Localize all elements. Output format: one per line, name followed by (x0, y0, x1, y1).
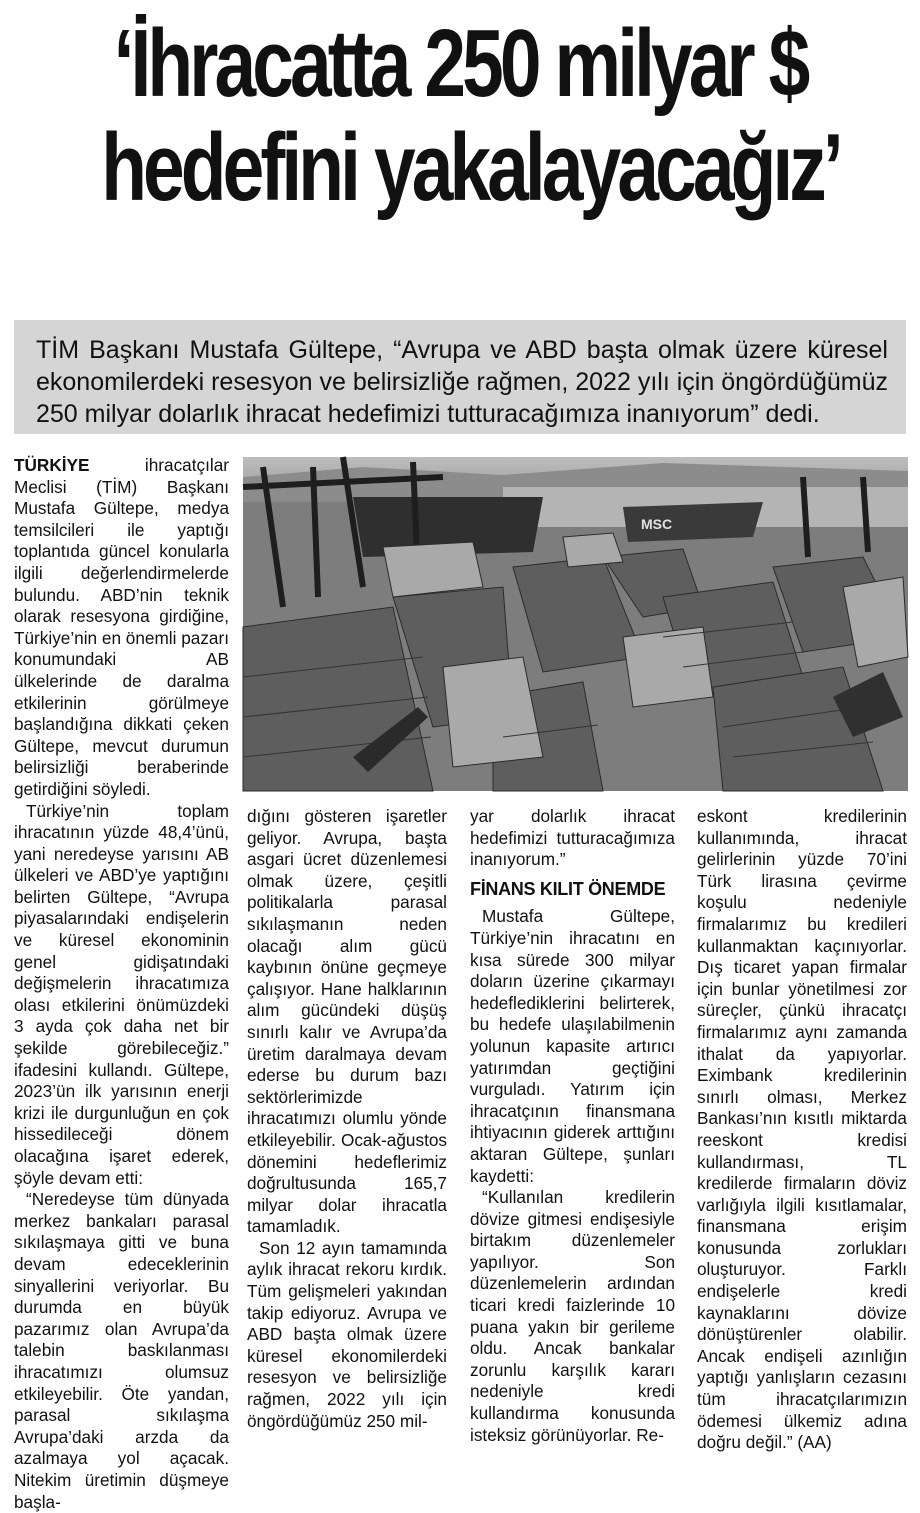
paragraph: eskont kredilerinin kullanımında, ihracat gelirlerinin yüzde 70’ini Türk lirasına çevirme koşulu nedeniyle firmalarımız bu kredileri kullanmaktan kaçınıyorlar. Dış ticaret yapan firmalar için bunlar yönetilmesi zor süreçler, çünkü ihracatçı firmalarımız aynı zamanda ithalat da yapıyorlar. Eximbank kredilerinin sınırlı olması, Merkez Bankası’nın kısıtlı miktarda reeskont kredisi kullandırması, TL kredilerde firmaların döviz varlığıyla ilgili kısıtlamalar, finansmana erişim konusunda zorlukları oluşturuyor. Farklı endişelerle kredi kaynaklarını dövize dönüştürenler olabilir. Ancak endişeli azınlığın yaptığı yanlışların cezasını tüm ihracatçılarımızın ödemesi ülkemiz adına doğru değil.” (AA) (697, 806, 907, 1453)
paragraph: Son 12 ayın tamamında aylık ihracat rekoru kırdık. Tüm gelişmeleri yakından takip ediyoruz. Avrupa ve ABD başta olmak üzere küresel ekonomilerdeki resesyon ve belirsizliğe rağmen, 2022 yılı için öngördüğümüz 250 mil- (247, 1237, 447, 1431)
container-port-photo (243, 457, 908, 791)
paragraph: Türkiye’nin toplam ihracatının yüzde 48,4’ünü, yani neredeyse yarısını AB ülkeleri ve ABD’ye yaptığını belirten Gültepe, “Avrupa piyasalarındaki endişelerin ve küresel ekonominin genel gidişatındaki değişmelerin ihracatımıza olası etkilerini önümüzdeki 3 ayda çok daha net bir şekilde görebileceğiz.” ifadesini kullandı. Gültepe, 2023’ün ilk yarısının enerji krizi ile durgunluğun en çok hissedileceği dönem olacağına işaret ederek, şöyle devam etti: (14, 800, 229, 1188)
paragraph (14, 455, 229, 801)
body-column-2 (247, 806, 447, 1432)
body-column-1 (14, 455, 229, 1512)
paragraph: “Neredeyse tüm dünyada merkez bankaları parasal sıkılaşmaya gitti ve buna devam edeceklerinin sinyallerini veriyorlar. Bu durumda en büyük pazarımız olan Avrupa’da talebin baskılanması ihracatımızı olumsuz etkileyebilir. Öte yandan, parasal sıkılaşma Avrupa’daki arzda da azalmaya yol açacak. Nitekim üretimin düşmeye başla- (14, 1189, 229, 1512)
subheading: FİNANS KILIT ÖNEMDE (470, 878, 666, 899)
paragraph: dığını gösteren işaretler geliyor. Avrupa, başta asgari ücret düzenlemesi olmak üzere, çeşitli politikalarla parasal sıkılaşmanın neden olacağı alım gücü kaybının önüne geçmeye çalışıyor. Hane halklarının alım gücündeki düşüş sınırlı kalır ve Avrupa’da üretim daralmaya devam ederse bu durum bazı sektörlerimizde ihracatımızı olumlu yönde etkileyebilir. Ocak-ağustos dönemini hedeflerimiz doğrultusunda 165,7 milyar dolar ihracatla tamamladık. (247, 806, 447, 1237)
body-column-3 (470, 806, 675, 1446)
ship-label: MSC (641, 516, 673, 532)
headline-line-2: hedefini yakalayacağız’ (101, 114, 840, 221)
photo-illustration (243, 457, 908, 791)
headline (101, 10, 840, 221)
paragraph: “Kullanılan kredilerin dövize gitmesi endişesiyle birtakım düzenlemeler yapılıyor. Son düzenlemelerin ardından ticari kredi faizlerinde 10 puana yakın bir gerileme oldu. Ancak bankalar zorunlu karşılık kararı nedeniyle kredi kullandırma konusunda isteksiz görünüyorlar. Re- (470, 1187, 675, 1445)
lead-word: TÜRKİYE (14, 455, 90, 475)
paragraph-text: ihracatçılar Meclisi (TİM) Başkanı Mustafa Gültepe, medya temsilcileri ile yaptığı toplantıda güncel konularla ilgili değerlendirmelerde bulundu. ABD’nin teknik olarak resesyona girdiğine, Türkiye’nin en önemli pazarı konumundaki AB ülkelerinde de daralma etkilerinin görülmeye başlandığına dikkati çeken Gültepe, mevcut durumun belirsizliği beraberinde getirdiğini söyledi. (14, 455, 229, 799)
headline-line-1: ‘İhracatta 250 milyar $ (113, 10, 807, 117)
body-column-4 (697, 806, 907, 1454)
spot-summary: TİM Başkanı Mustafa Gültepe, “Avrupa ve ABD başta olmak üzere küresel ekonomilerdeki resesyon ve belirsizliğe rağmen, 2022 yılı için öngördüğümüz 250 milyar dolarlık ihracat hedefimizi tutturacağımıza inanıyorum” dedi. (14, 320, 906, 434)
paragraph: yar dolarlık ihracat hedefimizi tutturacağımıza inanıyorum.” (470, 806, 675, 870)
paragraph: Mustafa Gültepe, Türkiye’nin ihracatını en kısa sürede 300 milyar doların üzerine çıkarmayı hedeflediklerini belirterek, bu hedefe ulaşılabilmenin yolunun kapasite artırıcı yatırımdan geçtiğini vurguladı. Yatırım için ihracatçının finansmana ihtiyacının giderek arttığını aktaran Gültepe, şunları kaydetti: (470, 906, 675, 1186)
